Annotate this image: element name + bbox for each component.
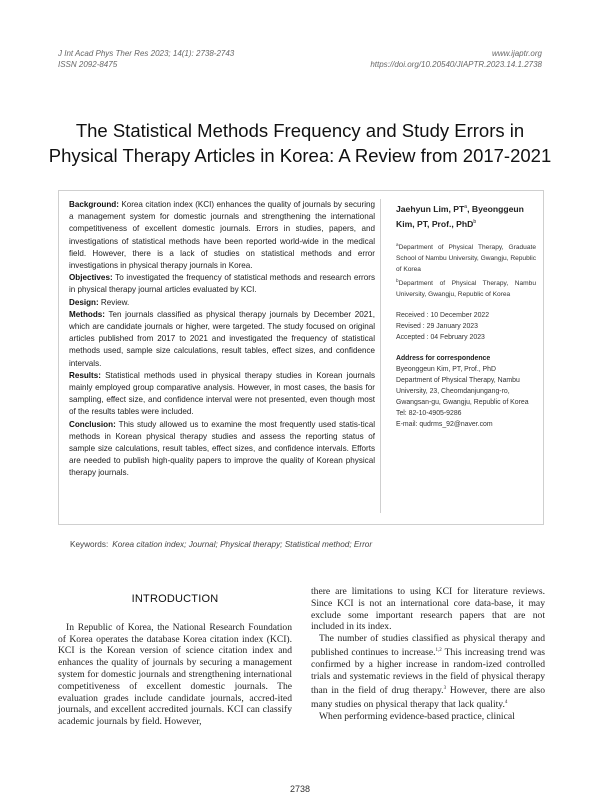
methods-label: Methods: — [69, 309, 105, 319]
correspondence-email[interactable]: E-mail: qudrms_92@naver.com — [396, 421, 493, 429]
correspondence — [396, 353, 536, 430]
methods-text: Ten journals classified as physical therapy journals by December 2021, which are candidate journals or higher, were targeted. The study focused on original articles published from 2017 to 2021 and investigated the frequency of statistical methods used, sample size calculations, result tables, effect sizes, and confidence intervals. — [69, 309, 375, 368]
design-text: Review. — [98, 297, 130, 307]
intro-paragraph-3: When performing evidence-based practice, clinical — [319, 710, 515, 722]
citation-sup: 4 — [504, 699, 508, 705]
conclusion-text: This study allowed us to examine the most frequently used statis-tical methods in Korean physical therapy studies and assess the reporting status of sample size calculations, result tables, effect sizes, and confidence intervals. Efforts are needed to publish high-quality papers to improve the quality of Korean physical therapy journals. — [69, 419, 375, 478]
citation-sup: 3 — [443, 685, 447, 691]
affiliations — [396, 239, 536, 300]
abstract-objectives — [69, 272, 375, 296]
affiliation-a-sup: a — [396, 241, 399, 247]
intro-p2-part-a: The number of studies classified as physical therapy and published continues to increase. — [311, 633, 545, 659]
abstract-methods — [69, 309, 375, 370]
abstract-box — [58, 190, 544, 525]
keywords — [70, 540, 372, 549]
body-column-left — [58, 594, 292, 728]
objectives-text: To investigated the frequency of statistical methods and research errors in physical therapy journal articles evaluated by KCI. — [69, 273, 375, 295]
keywords-label: Keywords: — [70, 540, 109, 549]
journal-issn: ISSN 2092-8475 — [58, 60, 118, 69]
affiliation-a-text: Department of Physical Therapy, Graduate School of Nambu University, Gwangju, Republic of Korea — [396, 243, 536, 273]
design-label: Design: — [69, 297, 99, 307]
article-title: The Statistical Methods Frequency and Study Errors in Physical Therapy Articles in Korea: A Review from 2017-2021 — [48, 120, 552, 166]
affiliation-a — [396, 239, 536, 275]
abstract — [69, 199, 375, 480]
intro-paragraph-1: In Republic of Korea, the National Research Foundation of Korea operates the database Korea citation index (KCI). KCI is the Korean version of science citation index and enhances the quality of journals by securing a management system for domestic journals and strengthening international competitiveness of excellent domestic journals. The evaluation grades include candidate journals, accred-ited journals, and excellent accredited journals. KCI can classify academic journals by field. However, — [58, 621, 292, 728]
author-1-sup: a — [464, 204, 468, 210]
article-dates — [396, 310, 536, 343]
abstract-results — [69, 370, 375, 419]
section-heading-introduction: INTRODUCTION — [131, 593, 219, 605]
abstract-divider — [380, 199, 381, 513]
affiliation-b-sup: b — [396, 277, 399, 283]
results-label: Results: — [69, 370, 101, 380]
correspondence-tel: Tel: 82-10-4905-9286 — [396, 410, 462, 418]
abstract-conclusion — [69, 419, 375, 480]
author-list — [396, 201, 536, 231]
author-2-sup: b — [473, 218, 477, 225]
affiliation-b-text: Department of Physical Therapy, Nambu University, Gwangju, Republic of Korea — [396, 280, 536, 299]
correspondence-heading: Address for correspondence — [396, 355, 491, 363]
revised-date: Revised : 29 January 2023 — [396, 323, 478, 331]
journal-header-right — [370, 48, 542, 70]
doi-link[interactable]: https://doi.org/10.20540/JIAPTR.2023.14.1.2738 — [370, 60, 542, 69]
intro-paragraph-1-cont: there are limitations to using KCI for literature reviews. Since KCI is not an international core data-base, it may exclude some important research papers that are not included in its index. — [311, 586, 545, 633]
body-column-right — [311, 586, 545, 722]
received-date: Received : 10 December 2022 — [396, 312, 490, 320]
author-2: Byeonggeun Kim, PT, Prof., PhD — [396, 203, 524, 229]
correspondence-address: Department of Physical Therapy, Nambu University, 23, Cheomdanjungang-ro, Gwangsan-gu, Gwangju, Republic of Korea — [396, 377, 529, 407]
background-text: Korea citation index (KCI) enhances the quality of journals by securing a management system for domestic journals and strengthening the international competitiveness of excellent domestic journals. Errors in studies, papers, and investigations of statistical methods have been reported world-wide in the medical field. However, there is a lack of studies on statistical methods and error investigations in physical therapy journals in Korea. — [69, 200, 375, 271]
journal-header-left — [58, 48, 234, 70]
citation-sup: 1,2 — [435, 647, 442, 653]
journal-citation: J Int Acad Phys Ther Res 2023; 14(1): 2738-2743 — [58, 49, 235, 58]
author-info-panel — [396, 201, 536, 430]
accepted-date: Accepted : 04 February 2023 — [396, 334, 485, 342]
objectives-label: Objectives: — [69, 273, 113, 283]
results-text: Statistical methods used in physical therapy studies in Korean journals mainly employed group comparative analysis. However, in most cases, the basis for sampling, effect size, and confidence interval were not presented, even though most of the results tables were included. — [69, 370, 375, 417]
correspondence-name: Byeonggeun Kim, PT, Prof., PhD — [396, 366, 496, 374]
abstract-design — [69, 297, 375, 309]
intro-paragraph-2 — [311, 633, 545, 710]
author-separator: , — [467, 203, 472, 214]
affiliation-b — [396, 275, 536, 300]
keywords-value: Korea citation index; Journal; Physical therapy; Statistical method; Error — [112, 540, 373, 549]
abstract-background — [69, 199, 375, 272]
intro-p2-part-c: However, there are also many studies on physical therapy that lack quality. — [311, 684, 546, 710]
background-label: Background: — [69, 200, 119, 209]
author-1: Jaehyun Lim, PT — [396, 203, 465, 214]
journal-website-link[interactable]: www.ijaptr.org — [492, 49, 542, 58]
intro-p2-part-b: This increasing trend was confirmed by a higher increase in random-ized controlled trials and systematic reviews in the field of physical therapy than in the field of drug therapy. — [311, 647, 545, 696]
page-number: 2738 — [289, 784, 311, 794]
conclusion-label: Conclusion: — [69, 419, 116, 429]
